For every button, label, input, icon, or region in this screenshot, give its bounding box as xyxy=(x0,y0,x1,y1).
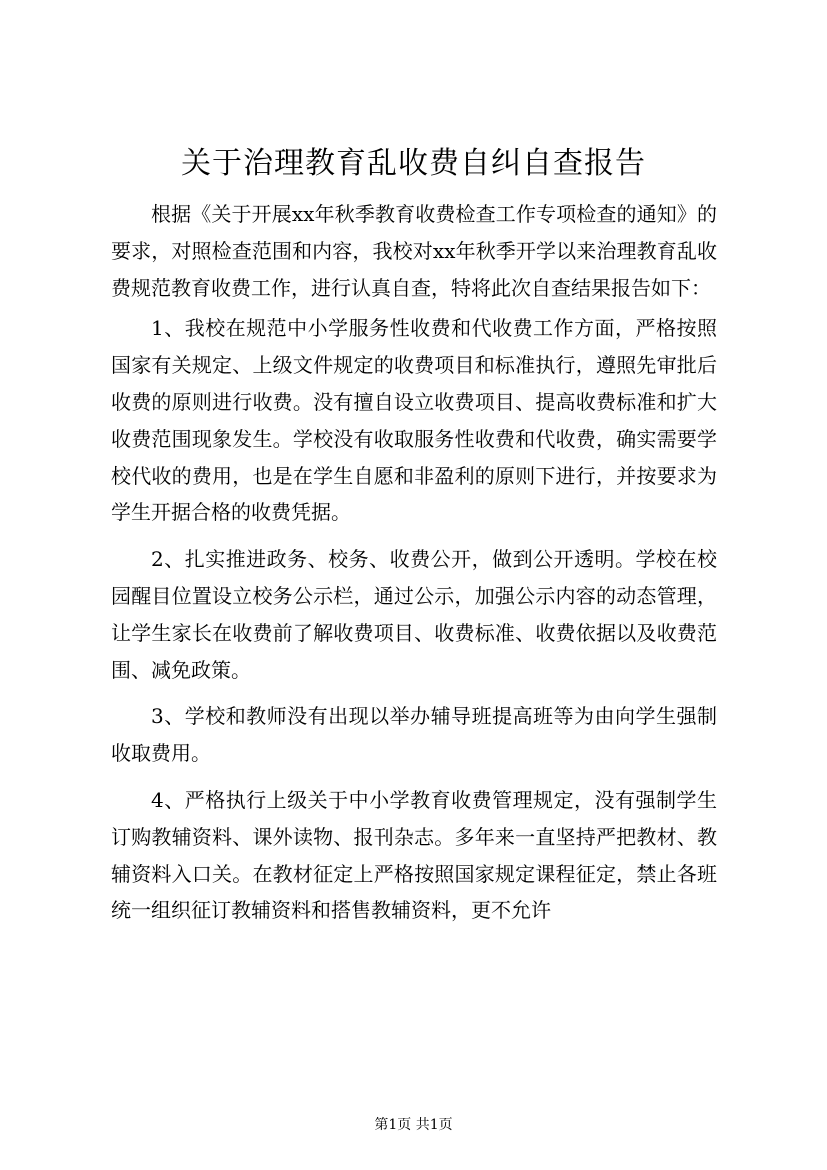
paragraph-item-2: 2、扎实推进政务、校务、收费公开，做到公开透明。学校在校园醒目位置设立校务公示栏，通过公示，加强公示内容的动态管理，让学生家长在收费前了解收费项目、收费标准、收费依据以及收费范围、减免政策。 xyxy=(111,547,717,682)
paragraph-item-4: 4、严格执行上级关于中小学教育收费管理规定，没有强制学生订购教辅资料、课外读物、报刊杂志。多年来一直坚持严把教材、教辅资料入口关。在教材征定上严格按照国家规定课程征定，禁止各班统一组织征订教辅资料和搭售教辅资料，更不允许 xyxy=(111,787,717,923)
page-footer: 第1页 共1页 xyxy=(374,1117,453,1133)
document-body xyxy=(111,196,717,939)
paragraph-item-3: 3、学校和教师没有出现以举办辅导班提高班等为由向学生强制收取费用。 xyxy=(111,704,717,766)
paragraph-item-1: 1、我校在规范中小学服务性收费和代收费工作方面，严格按照国家有关规定、上级文件规定的收费项目和标准执行，遵照先审批后收费的原则进行收费。没有擅自设立收费项目、提高收费标准和扩大收费范围现象发生。学校没有收取服务性收费和代收费，确实需要学校代收的费用，也是在学生自愿和非盈利的原则下进行，并按要求为学生开据合格的收费凭据。 xyxy=(111,316,717,525)
document-title: 关于治理教育乱收费自纠自查报告 xyxy=(181,146,646,181)
paragraph-intro: 根据《关于开展xx年秋季教育收费检查工作专项检查的通知》的要求，对照检查范围和内容，我校对xx年秋季开学以来治理教育乱收费规范教育收费工作，进行认真自查，特将此次自查结果报告如下： xyxy=(111,202,717,300)
